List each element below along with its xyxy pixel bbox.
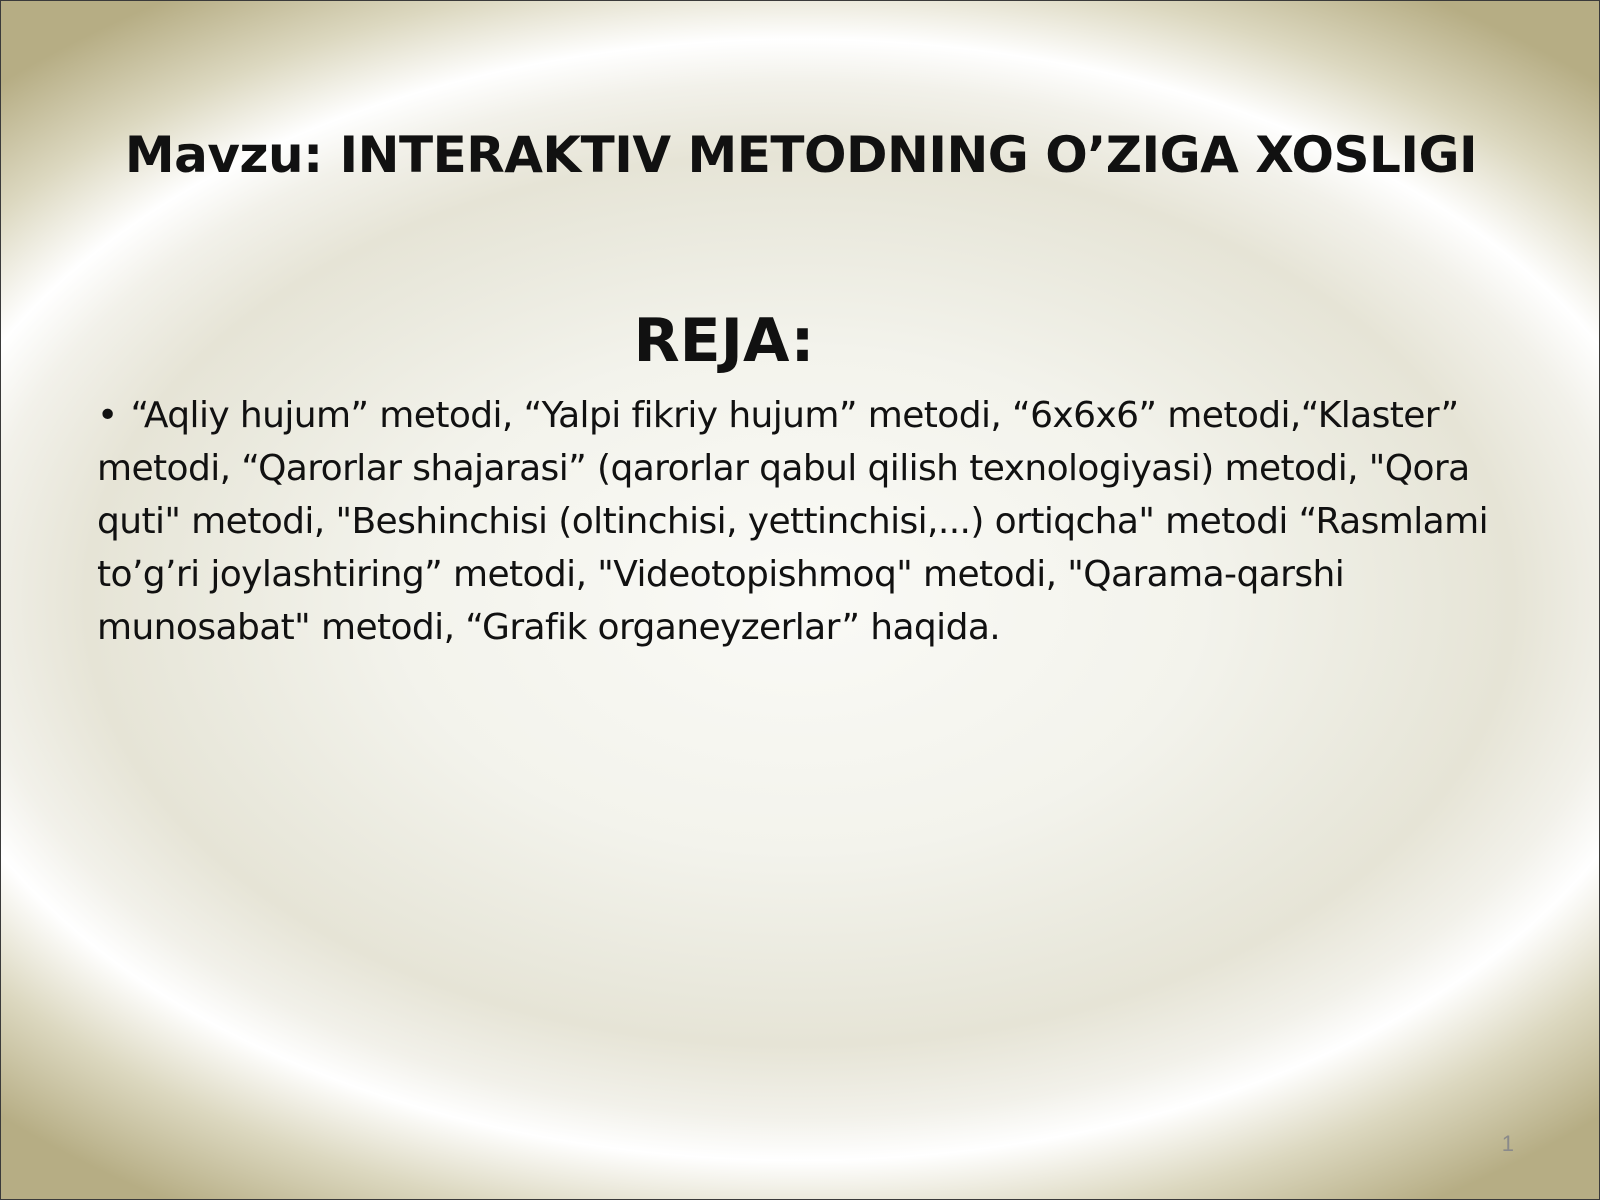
slide-title: Mavzu: INTERAKTIV METODNING O’ZIGA XOSLIGI: [124, 126, 1478, 184]
plan-bullet-item: [97, 389, 1517, 654]
page-number: 1: [1501, 1131, 1514, 1156]
bullet-icon: •: [97, 395, 118, 436]
plan-heading: REJA:: [633, 306, 815, 376]
plan-bullet-text: “Aqliy hujum” metodi, “Yalpi fikriy hujum” metodi, “6x6x6” metodi,“Klaster” metodi, “Qarorlar shajarasi” (qarorlar qabul qilish texnologiyasi) metodi, "Qora quti" metodi, "Beshinchisi (oltinchisi, yettinchisi,...) ortiqcha" metodi “Rasmlami to’g’ri joylashtiring” metodi, "Videotopishmoq" metodi, "Qarama-qarshi munosabat" metodi, “Grafik organeyzerlar” haqida.: [97, 395, 1488, 648]
